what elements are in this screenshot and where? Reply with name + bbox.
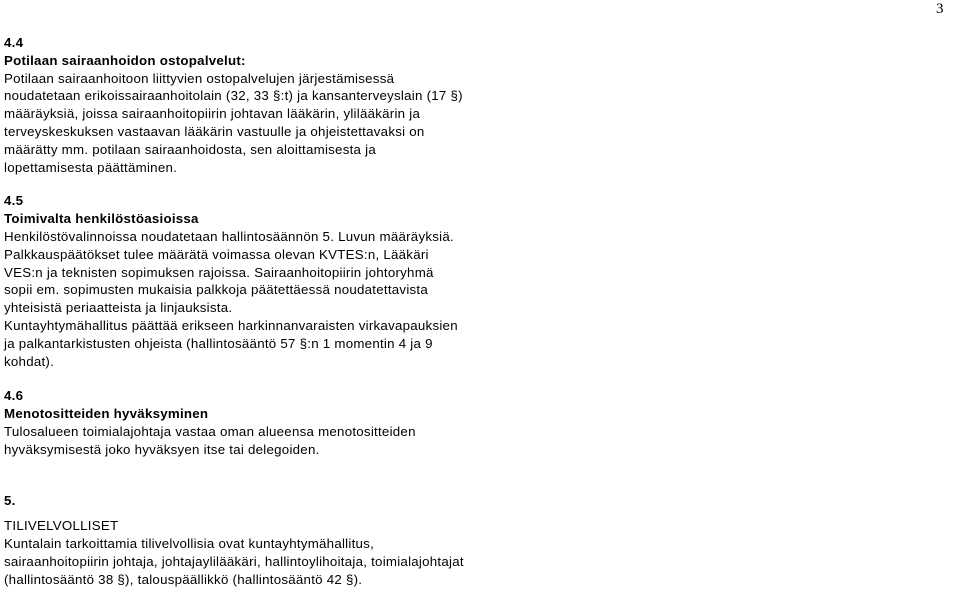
paragraph-line: määräyksiä, joissa sairaanhoitopiirin johtavan lääkärin, ylilääkärin ja (4, 106, 421, 122)
paragraph-line: (hallintosääntö 38 §), talouspäällikkö (hallintosääntö 42 §). (4, 571, 363, 587)
document-body (4, 34, 954, 589)
paragraph-line: Palkkauspäätökset tulee määrätä voimassa olevan KVTES:n, Lääkäri (4, 246, 429, 262)
section-title: Potilaan sairaanhoidon ostopalvelut: (4, 52, 246, 68)
paragraph-line: Kuntayhtymähallitus päättää erikseen harkinnanvaraisten virkavapauksien (4, 317, 458, 333)
paragraph-line: terveyskeskuksen vastaavan lääkärin vastuulle ja ohjeistettavaksi on (4, 123, 425, 139)
paragraph-line: Potilaan sairaanhoitoon liittyvien ostopalvelujen järjestämisessä (4, 70, 395, 86)
section-number: 5. (4, 492, 16, 508)
paragraph-line: VES:n ja teknisten sopimuksen rajoissa. Sairaanhoitopiirin johtoryhmä (4, 264, 434, 280)
paragraph-line: noudatetaan erikoissairaanhoitolain (32, 33 §:t) ja kansanterveyslain (17 §) (4, 88, 463, 104)
section-number: 4.5 (4, 193, 24, 209)
section-4-6 (4, 387, 954, 458)
section-title: Toimivalta henkilöstöasioissa (4, 211, 199, 227)
section-5 (4, 492, 954, 589)
paragraph-line: lopettamisesta päättäminen. (4, 159, 178, 175)
paragraph-line: Tulosalueen toimialajohtaja vastaa oman alueensa menotositteiden (4, 423, 416, 439)
paragraph-line: kohdat). (4, 353, 55, 369)
section-title: TILIVELVOLLISET (4, 518, 119, 534)
paragraph-line: määrätty mm. potilaan sairaanhoidosta, sen aloittamisesta ja (4, 141, 376, 157)
paragraph-line: sairaanhoitopiirin johtaja, johtajaylilääkäri, hallintoylihoitaja, toimialajohtajat (4, 553, 464, 569)
section-4-4 (4, 34, 954, 176)
section-number: 4.4 (4, 35, 24, 50)
section-number: 4.6 (4, 388, 24, 404)
section-4-5 (4, 192, 954, 370)
section-title: Menotositteiden hyväksyminen (4, 406, 209, 422)
paragraph-line: sopii em. sopimusten mukaisia palkkoja päätettäessä noudatettavista (4, 282, 429, 298)
paragraph-line: yhteisistä periaatteista ja linjauksista. (4, 300, 233, 316)
page-number: 3 (936, 1, 944, 17)
paragraph-line: Henkilöstövalinnoissa noudatetaan hallintosäännön 5. Luvun määräyksiä. (4, 228, 454, 244)
paragraph-line: hyväksymisestä joko hyväksyen itse tai delegoiden. (4, 441, 320, 457)
paragraph-line: Kuntalain tarkoittamia tilivelvollisia ovat kuntayhtymähallitus, (4, 536, 375, 552)
paragraph-line: ja palkantarkistusten ohjeista (hallintosääntö 57 §:n 1 momentin 4 ja 9 (4, 335, 433, 351)
